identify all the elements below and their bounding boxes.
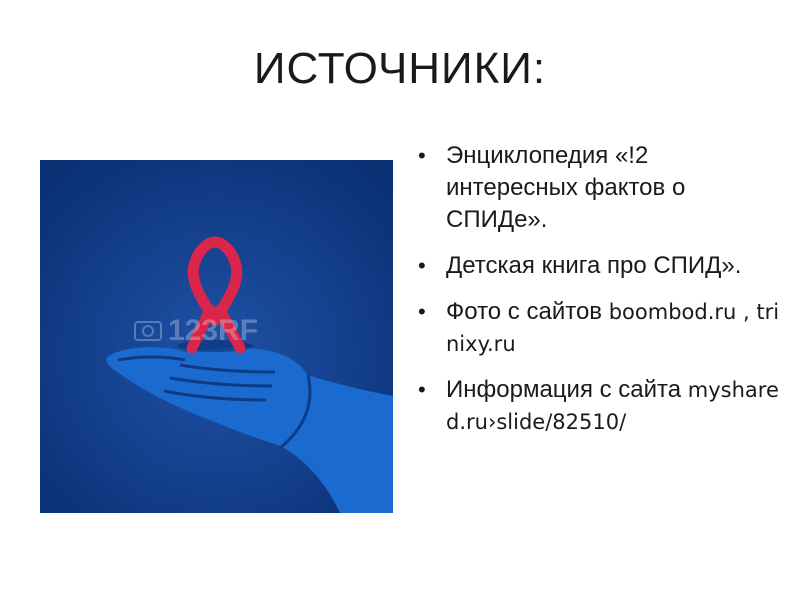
source-text: Фото с сайтов [446, 298, 609, 325]
watermark-text: 123RF [168, 314, 259, 347]
list-item [418, 374, 786, 438]
list-item [418, 250, 786, 282]
source-link[interactable]: boombod.ru , trinixy.ru [446, 300, 780, 356]
bullet-icon: • [418, 299, 426, 324]
slide-title: ИСТОЧНИКИ: [253, 44, 547, 93]
aids-ribbon-hand-illustration [40, 160, 393, 513]
source-text: Детская книга про СПИД». [446, 252, 742, 279]
list-item [418, 140, 786, 236]
bullet-icon: • [418, 143, 426, 168]
bullet-icon: • [418, 377, 426, 402]
bullet-icon: • [418, 253, 426, 278]
source-text: Энциклопедия «!2 интересных фактов о СПИДе». [446, 142, 686, 233]
aids-awareness-image [40, 160, 393, 513]
source-link[interactable]: myshared.ru›slide/82510/ [446, 378, 779, 434]
list-item [418, 296, 786, 360]
source-text: Информация с сайта [446, 376, 688, 403]
sources-list [418, 140, 786, 452]
